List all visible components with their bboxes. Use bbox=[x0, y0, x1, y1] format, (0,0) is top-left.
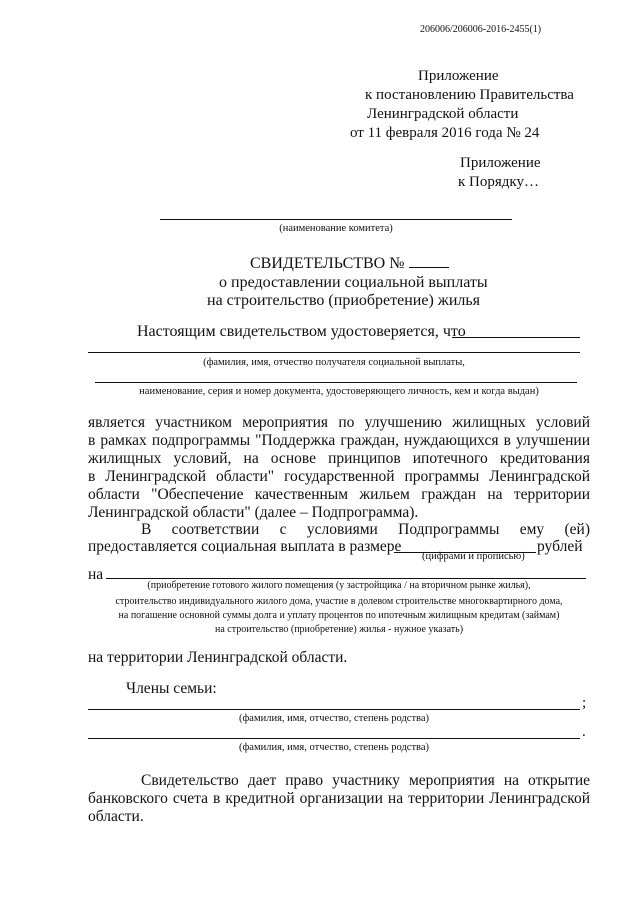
certify-blank bbox=[452, 337, 580, 338]
purpose-line bbox=[106, 578, 586, 579]
final-line-1: Свидетельство дает право участнику мероприятия на открытие bbox=[141, 772, 590, 789]
recipient-line-2 bbox=[95, 382, 577, 383]
purpose-caption-4: на строительство (приобретение) жилья - нужное указать) bbox=[214, 624, 464, 635]
appendix-order-title: Приложение bbox=[460, 155, 541, 171]
certificate-title bbox=[250, 255, 449, 273]
body-line-1: является участником мероприятия по улучшению жилищных условий bbox=[88, 414, 590, 431]
body-line-2: в рамках подпрограммы "Поддержка граждан, нуждающихся в улучшении bbox=[88, 432, 590, 449]
purpose-caption-1: (приобретение готового жилого помещения (у застройщика / на вторичном рынке жилья), bbox=[147, 580, 531, 591]
final-line-2: банковского счета в кредитной организации на территории Ленинградской bbox=[88, 790, 590, 807]
territory-text: на территории Ленинградской области. bbox=[88, 649, 348, 666]
document-code: 206006/206006-2016-2455(1) bbox=[420, 24, 542, 35]
certificate-subtitle-2: на строительство (приобретение) жилья bbox=[207, 292, 481, 309]
appendix-order-ref: к Порядку… bbox=[458, 174, 539, 190]
purpose-caption-2: строительство индивидуального жилого дома, участие в долевом строительстве многоквартирного дома, bbox=[115, 596, 563, 607]
committee-caption: (наименование комитета) bbox=[279, 223, 393, 234]
family-line-1 bbox=[88, 709, 580, 710]
appendix-title: Приложение bbox=[418, 68, 499, 84]
appendix-resolution: к постановлению Правительства bbox=[365, 87, 574, 103]
body-line-6: Ленинградской области" (далее – Подпрограмма). bbox=[88, 504, 419, 521]
purpose-caption-3: на погашение основной суммы долга и уплату процентов по ипотечным жилищным кредитам (займам) bbox=[118, 610, 560, 621]
recipient-caption-1: (фамилия, имя, отчество получателя социальной выплаты, bbox=[203, 357, 465, 368]
recipient-caption-2: наименование, серия и номер документа, удостоверяющего личность, кем и когда выдан) bbox=[139, 386, 539, 397]
family-caption-2: (фамилия, имя, отчество, степень родства) bbox=[238, 742, 430, 753]
amount-caption: (цифрами и прописью) bbox=[422, 551, 525, 562]
family-caption-1: (фамилия, имя, отчество, степень родства) bbox=[238, 713, 430, 724]
appendix-region: Ленинградской области bbox=[367, 106, 519, 122]
body-line-5: области "Обеспечение качественным жильем граждан на территории bbox=[88, 486, 590, 503]
na-label: на bbox=[88, 566, 104, 583]
family-line-2-end: . bbox=[582, 724, 586, 740]
recipient-line-1 bbox=[88, 352, 580, 353]
final-line-3: области. bbox=[88, 808, 144, 825]
appendix-date: от 11 февраля 2016 года № 24 bbox=[350, 125, 540, 141]
family-line-1-end: ; bbox=[582, 695, 587, 711]
body-line-4: в Ленинградской области" государственной программы Ленинградской bbox=[88, 468, 590, 485]
rubles-label: рублей bbox=[537, 538, 583, 555]
body-line-3: жилищных условий, на основе принципов ипотечного кредитования bbox=[88, 450, 590, 467]
payment-text: предоставляется социальная выплата в размере bbox=[88, 538, 402, 555]
family-label: Члены семьи: bbox=[126, 680, 217, 697]
committee-line bbox=[160, 219, 512, 220]
certificate-subtitle-1: о предоставлении социальной выплаты bbox=[219, 274, 488, 291]
certificate-number-blank bbox=[409, 267, 449, 268]
certify-text: Настоящим свидетельством удостоверяется, что bbox=[137, 323, 466, 340]
certificate-title-text: СВИДЕТЕЛЬСТВО № bbox=[250, 255, 405, 272]
accordance-line: В соответствии с условиями Подпрограммы ему (ей) bbox=[141, 521, 590, 538]
family-line-2 bbox=[88, 738, 580, 739]
